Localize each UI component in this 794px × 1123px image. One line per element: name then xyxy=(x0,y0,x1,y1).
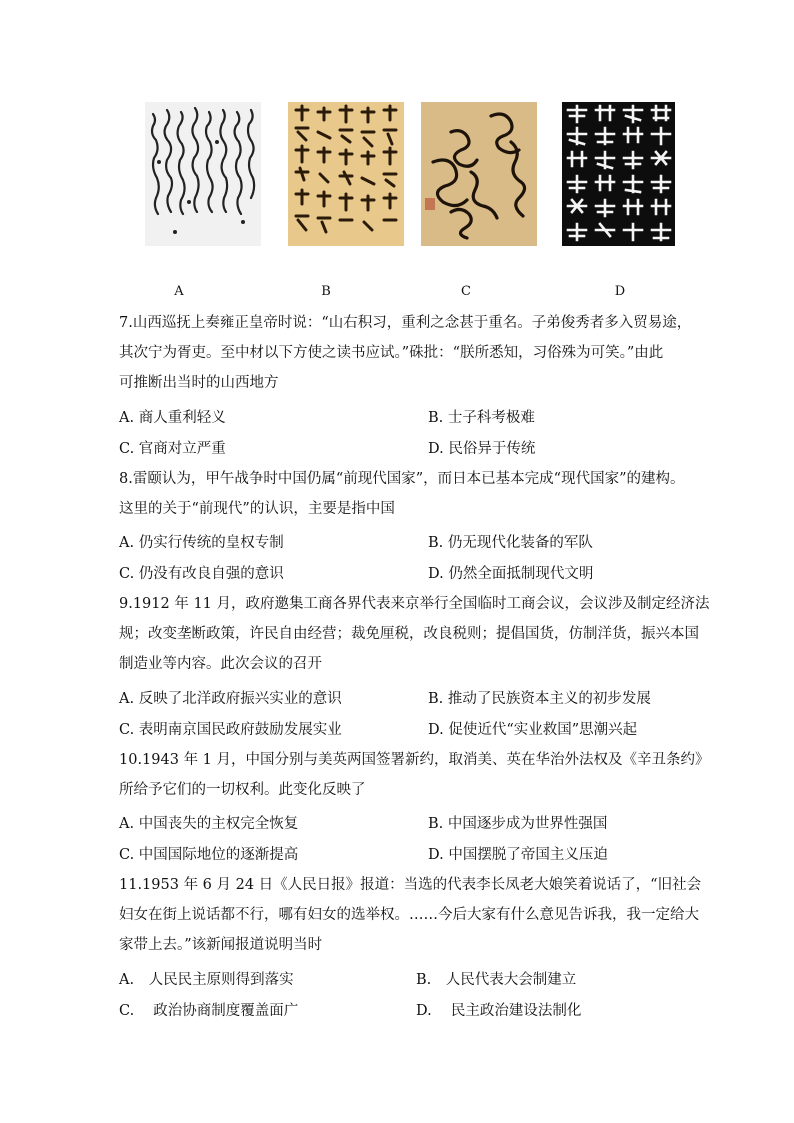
calligraphy-image-a xyxy=(145,102,261,246)
calligraphy-image-b xyxy=(288,102,404,246)
question-9-option-b[interactable]: B. 推动了民族资本主义的初步发展 xyxy=(428,691,651,707)
question-line: 规；改变垄断政策，许民自由经营；裁免厘税，改良税则；提倡国货，仿制洋货，振兴本国 xyxy=(119,626,699,642)
question-9-stem xyxy=(119,589,710,679)
question-7-option-c[interactable]: C. 官商对立严重 xyxy=(119,441,226,457)
question-line: 妇女在街上说话都不行，哪有妇女的选举权。……今后大家有什么意见告诉我，我一定给大 xyxy=(119,907,699,923)
image-label-a: A xyxy=(174,284,184,299)
question-7-option-a[interactable]: A. 商人重利轻义 xyxy=(119,410,226,426)
question-line: 9.1912 年 11 月，政府邀集工商各界代表来京举行全国临时工商会议，会议涉及制定经济法 xyxy=(119,596,710,612)
question-9-option-d[interactable]: D. 促使近代“实业救国”思潮兴起 xyxy=(428,722,638,738)
question-line: 家带上去。”该新闻报道说明当时 xyxy=(119,937,323,953)
question-line: 7.山西巡抚上奏雍正皇帝时说：“山右积习，重利之念甚于重名。子弟俊秀者多入贸易途， xyxy=(119,315,692,331)
question-10-option-c[interactable]: C. 中国国际地位的逐渐提高 xyxy=(119,847,299,863)
question-7-stem xyxy=(119,308,692,398)
question-9-option-a[interactable]: A. 反映了北洋政府振兴实业的意识 xyxy=(119,691,342,707)
calligraphy-image-d xyxy=(562,102,675,246)
question-10-option-a[interactable]: A. 中国丧失的主权完全恢复 xyxy=(119,816,299,832)
question-11-stem xyxy=(119,870,702,960)
question-line: 11.1953 年 6 月 24 日《人民日报》报道：当选的代表李长凤老大娘笑着说话了，“旧社会 xyxy=(119,877,702,893)
question-11-option-b[interactable]: B. 人民代表大会制建立 xyxy=(416,972,577,988)
question-9-option-c[interactable]: C. 表明南京国民政府鼓励发展实业 xyxy=(119,722,342,738)
question-line: 8.雷颐认为，甲午战争时中国仍属“前现代国家”，而日本已基本完成“现代国家”的建构。 xyxy=(119,471,685,487)
image-label-b: B xyxy=(321,284,331,299)
question-line: 其次宁为胥吏。至中材以下方使之读书应试。”硃批：“朕所悉知，习俗殊为可笑。”由此 xyxy=(119,345,664,361)
question-8-stem xyxy=(119,464,685,524)
image-label-d: D xyxy=(614,284,626,299)
question-line: 制造业等内容。此次会议的召开 xyxy=(119,656,322,672)
question-7-option-b[interactable]: B. 士子科考极难 xyxy=(428,410,535,426)
calligraphy-image-c xyxy=(421,102,537,246)
question-8-option-c[interactable]: C. 仍没有改良自强的意识 xyxy=(119,566,284,582)
question-line: 10.1943 年 1 月，中国分别与美英两国签署新约，取消美、英在华治外法权及《辛丑条约》 xyxy=(119,752,710,768)
question-11-option-d[interactable]: D. 民主政治建设法制化 xyxy=(416,1003,582,1019)
question-11-option-c[interactable]: C. 政治协商制度覆盖面广 xyxy=(119,1003,299,1019)
question-line: 可推断出当时的山西地方 xyxy=(119,375,279,391)
question-11-option-a[interactable]: A. 人民民主原则得到落实 xyxy=(119,972,294,988)
image-label-c: C xyxy=(461,284,471,299)
question-line: 所给予它们的一切权利。此变化反映了 xyxy=(119,782,366,798)
question-7-option-d[interactable]: D. 民俗异于传统 xyxy=(428,441,536,457)
question-10-option-d[interactable]: D. 中国摆脱了帝国主义压迫 xyxy=(428,847,608,863)
question-10-option-b[interactable]: B. 中国逐步成为世界性强国 xyxy=(428,816,608,832)
question-8-option-d[interactable]: D. 仍然全面抵制现代文明 xyxy=(428,566,594,582)
question-10-stem xyxy=(119,745,710,805)
question-8-option-b[interactable]: B. 仍无现代化装备的军队 xyxy=(428,535,593,551)
question-line: 这里的关于“前现代”的认识，主要是指中国 xyxy=(119,501,395,517)
question-8-option-a[interactable]: A. 仍实行传统的皇权专制 xyxy=(119,535,284,551)
